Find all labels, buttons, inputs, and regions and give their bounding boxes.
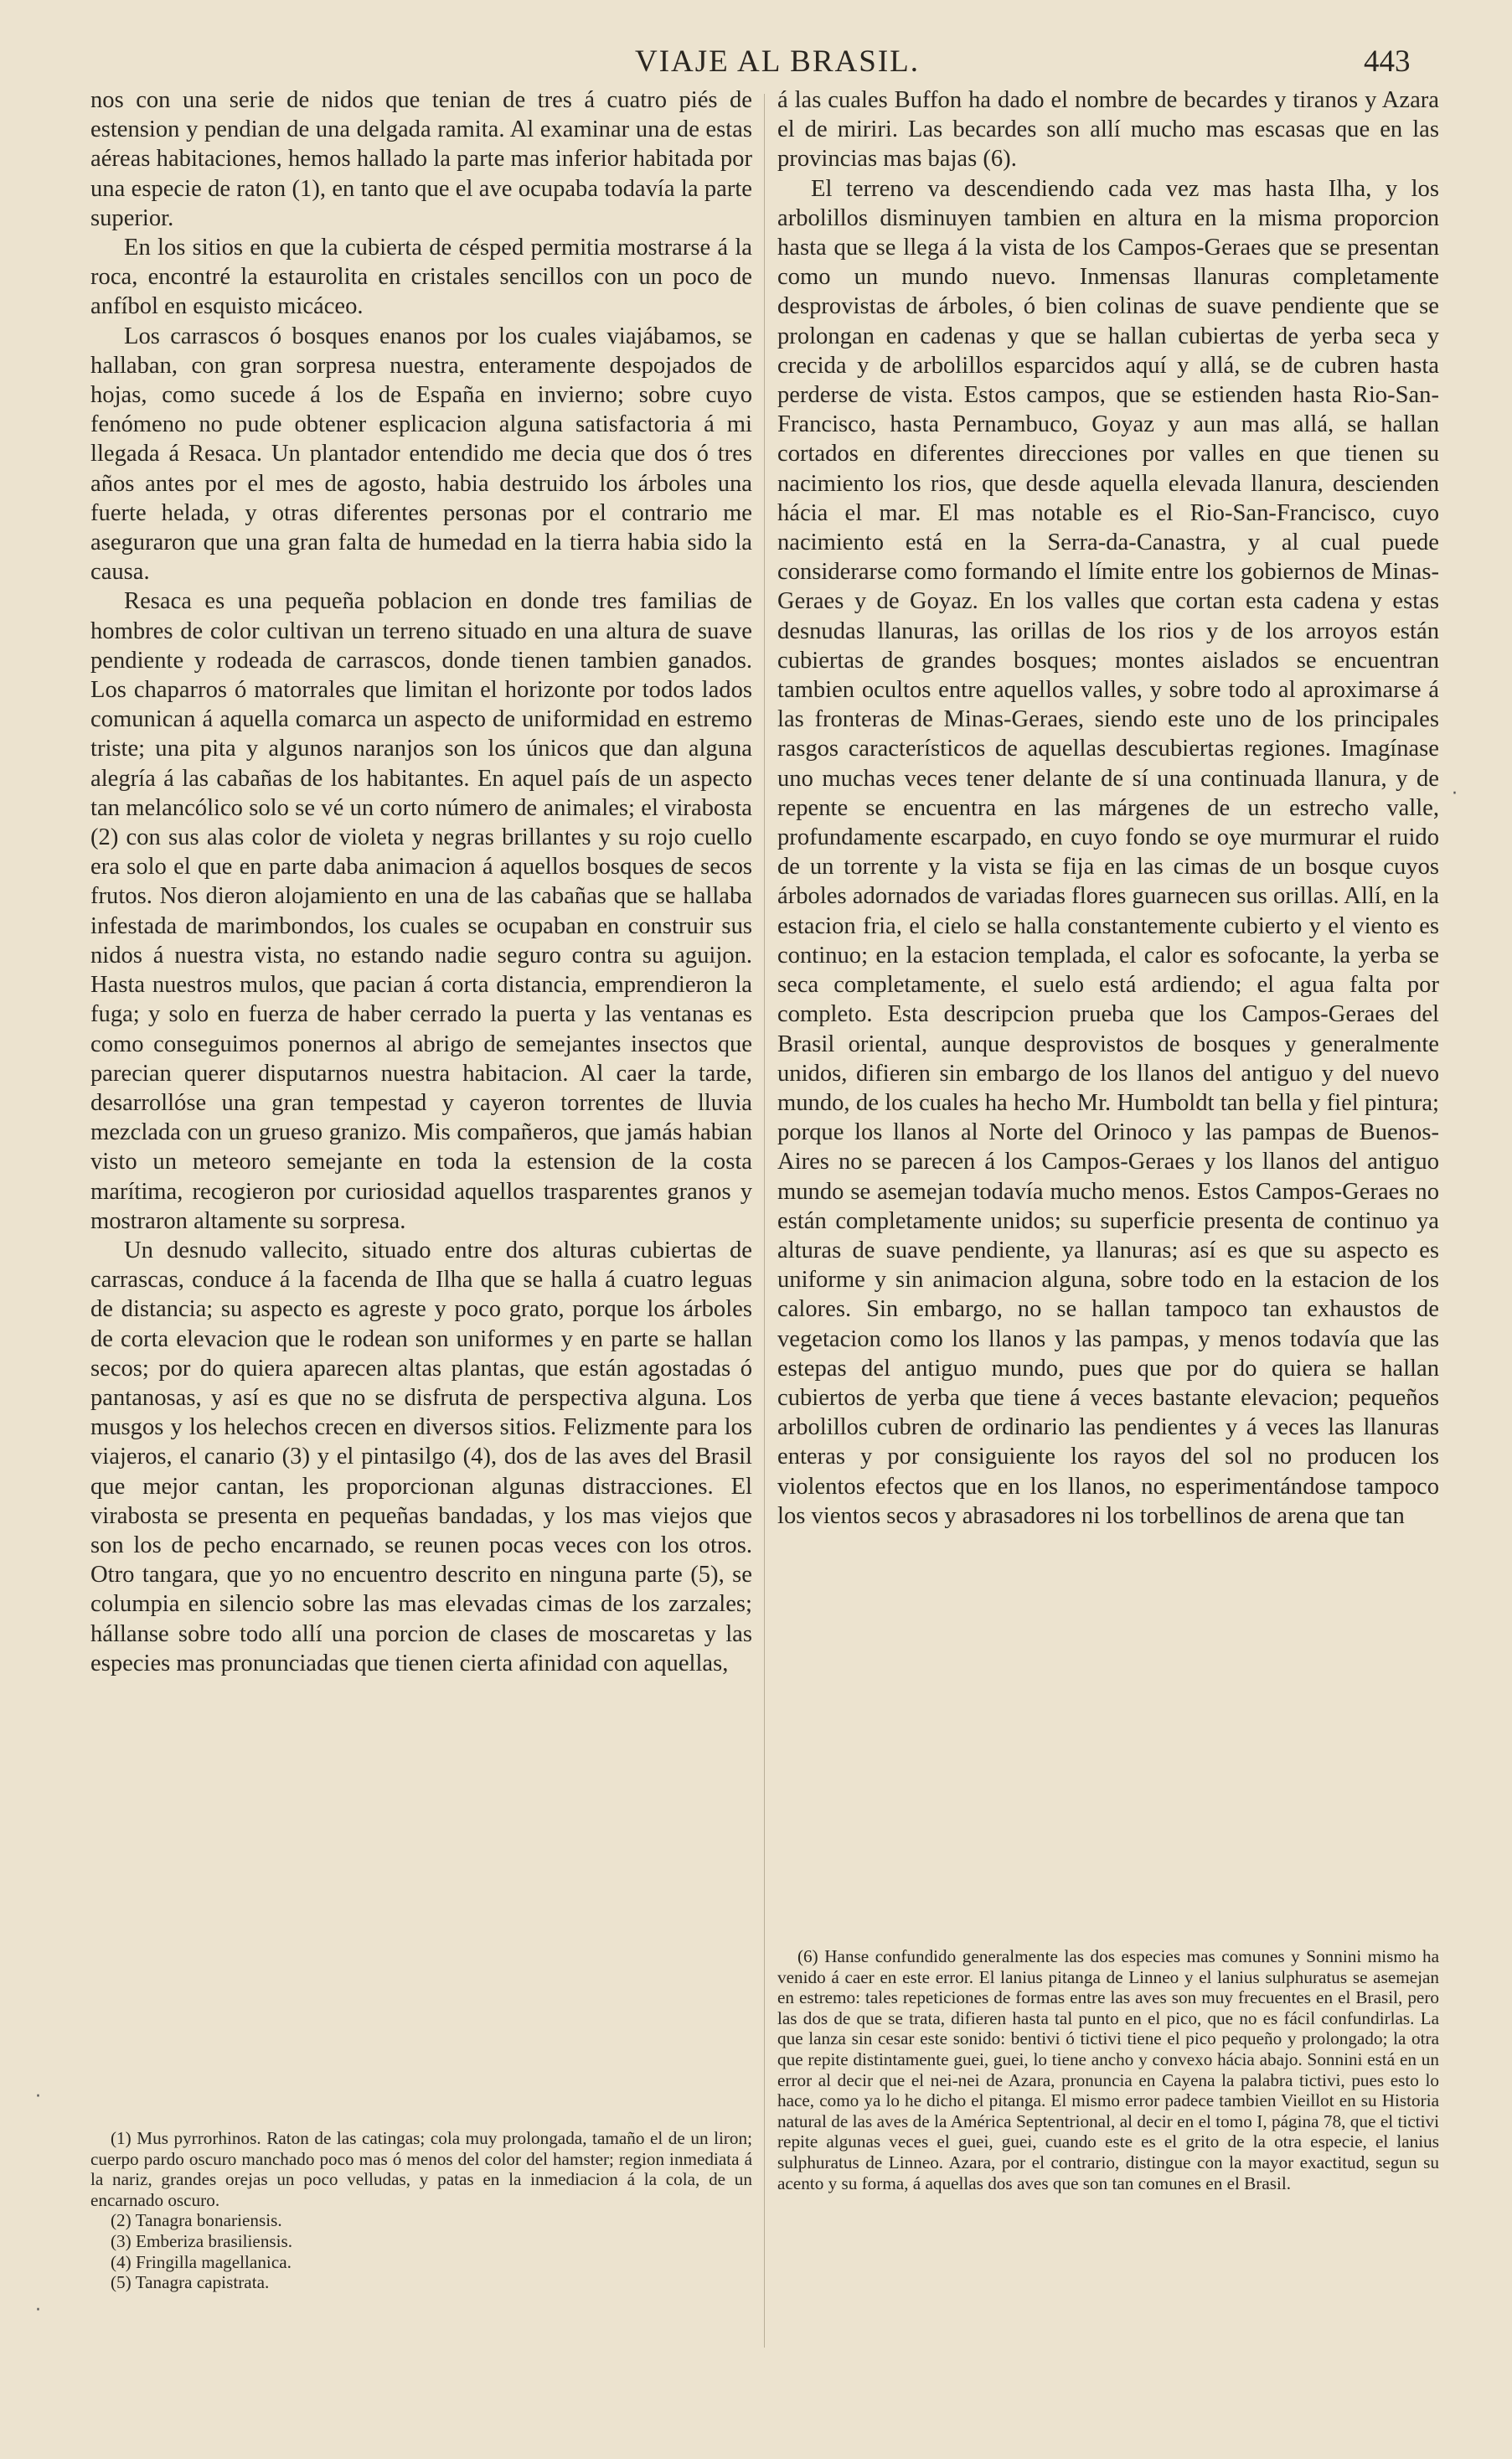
left-column — [90, 85, 752, 1678]
right-footnotes — [777, 1946, 1439, 2193]
margin-speck-icon: · — [35, 2300, 41, 2321]
footnote: (4) Fringilla magellanica. — [111, 2251, 292, 2272]
paragraph: Resaca es una pequeña poblacion en donde tres familias de hombres de color cultivan un terreno situado en una altura de suave pendiente y rodeada de carrascos, donde tienen tambien ganados. Los chaparros ó matorrales que limitan el horizonte por todos lados comunican á aquella comarca un aspecto de uniformidad en estremo triste; una pita y algunos naranjos son los únicos que dan alguna alegría á las cabañas de los habitantes. En aquel país de un aspecto tan melancólico solo se vé un corto número de animales; el virabosta (2) con sus alas color de violeta y negras brillantes y su rojo cuello era solo el que en parte daba animacion á aquellos bosques de secos frutos. Nos dieron alojamiento en una de las cabañas que se hallaba infestada de marimbondos, los cuales se ocupaban en construir sus nidos á nuestra vista, no estando nadie seguro contra su aguijon. Hasta nuestros mulos, que pacian á corta distancia, emprendieron la fuga; y solo en fuerza de haber cerrado la puerta y las ventanas es como conseguimos ponernos al abrigo de semejantes insectos que parecian querer disputarnos nuestra habitacion. Al caer la tarde, desarrollóse una gran tempestad y cayeron torrentes de lluvia mezclada con un grueso granizo. Mis compañeros, que jamás habian visto un meteoro semejante en toda la estension de la costa marítima, recogieron por curiosidad aquellos trasparentes granos y mostraron altamente su sorpresa. — [90, 588, 752, 1234]
footnote: (1) Mus pyrrorhinos. Raton de las catingas; cola muy prolongada, tamaño el de un liron; cuerpo pardo oscuro manchado poco mas ó menos del color del hamster; region inmediata á la nariz, grandes orejas un poco velludas, y patas en la inmediacion á la cola, de un encarnado oscuro. — [90, 2128, 752, 2210]
paragraph: En los sitios en que la cubierta de césped permitia mostrarse á la roca, encontré la estaurolita en cristales sencillos con un poco de anfíbol en esquisto micáceo. — [90, 235, 752, 320]
margin-speck-icon: · — [1452, 783, 1458, 804]
footnote: (5) Tanagra capistrata. — [111, 2272, 270, 2293]
margin-speck-icon: · — [35, 2086, 41, 2107]
paragraph: Un desnudo vallecito, situado entre dos alturas cubiertas de carrascas, conduce á la facenda de Ilha que se halla á cuatro leguas de distancia; su aspecto es agreste y poco grato, porque los árboles de corta elevacion que le rodean son uniformes y en parte se hallan secos; por do quiera aparecen altas plantas, que están agostadas ó pantanosas, y así es que no se disfruta de perspectiva alguna. Los musgos y los helechos crecen en diversos sitios. Felizmente para los viajeros, el canario (3) y el pintasilgo (4), dos de las aves del Brasil que mejor cantan, les proporcionan algunas distracciones. El virabosta se presenta en pequeñas bandadas, y los mas viejos que son los de pecho encarnado, se reunen pocas veces con los otros. Otro tangara, que yo no encuentro descrito en ninguna parte (5), se columpia en silencio sobre las mas elevadas cimas de los zarzales; hállanse sobre todo allí una porcion de clases de moscaretas y las especies mas pronunciadas que tienen cierta afinidad con aquellas, — [90, 1237, 752, 1676]
page-number: 443 — [1364, 44, 1411, 79]
paragraph: El terreno va descendiendo cada vez mas hasta Ilha, y los arbolillos disminuyen tambien en altura en la misma proporcion hasta que se llega á la vista de los Campos-Geraes que se presentan como un mundo nuevo. Inmensas llanuras completamente desprovistas de árboles, ó bien colinas de suave pendiente que se prolongan en cadenas y que se hallan cubiertas de yerba seca y crecida y de arbolillos esparcidos aquí y allá, se de cubren hasta perderse de vista. Estos campos, que se estienden hasta Rio-San-Francisco, hasta Pernambuco, Goyaz y aun mas allá, se hallan cortados en diferentes direcciones por valles en que tienen su nacimiento los rios, que desde aquella elevada llanura, descienden hácia el mar. El mas notable es el Rio-San-Francisco, cuyo nacimiento está en la Serra-da-Canastra, y al cual puede considerarse como formando el límite entre los gobiernos de Minas-Geraes y de Goyaz. En los valles que cortan esta cadena y estas desnudas llanuras, las orillas de los rios y de los arroyos están cubiertas de grandes bosques; montes aislados se encuentran tambien ocultos entre aquellos valles, y sobre todo al aproximarse á las fronteras de Minas-Geraes, siendo este uno de los principales rasgos característicos de aquellas descubiertas regiones. Imagínase uno muchas veces tener delante de sí una continuada llanura, y de repente se encuentra en las márgenes de un estrecho valle, profundamente escarpado, en cuyo fondo se oye murmurar el ruido de un torrente y la vista se fija en las cimas de un bosque cuyos árboles adornados de variadas flores guarnecen sus orillas. Allí, en la estacion fria, el cielo se halla constantemente cubierto y el viento es continuo; en la estacion templada, el calor es sofocante, la yerba se seca completamente, el suelo está ardiendo; el agua falta por completo. Esta descripcion prueba que los Campos-Geraes del Brasil oriental, aunque desprovistos de bosques y generalmente unidos, difieren sin embargo de los llanos del antiguo y del nuevo mundo, de los cuales ha hecho Mr. Humboldt tan bella y fiel pintura; porque los llanos al Norte del Orinoco y las pampas de Buenos-Aires no se parecen á los Campos-Geraes y los llanos del antiguo mundo se asemejan todavía mucho menos. Estos Campos-Geraes no están completamente unidos; su superficie presenta de continuo ya alturas de suave pendiente, ya llanuras; así es que su aspecto es uniforme y sin animacion alguna, sobre todo en la estacion de los calores. Sin embargo, no se hallan tampoco tan exhaustos de vegetacion como los llanos y las pampas, y menos todavía que las estepas del antiguo mundo, pues que por do quiera se hallan cubiertos de yerba que tiene á veces bastante elevacion; pequeños arbolillos cubren de ordinario las pendientes y á veces las llanuras enteras y por consiguiente los rayos del sol no producen los violentos efectos que en los llanos, no esperimentándose tampoco los vientos secos y abrasadores ni los torbellinos de arena que tan — [777, 175, 1439, 1529]
paragraph: á las cuales Buffon ha dado el nombre de becardes y tiranos y Azara el de miriri. Las becardes son allí mucho mas escasas que en las provincias mas bajas (6). — [777, 87, 1439, 173]
column-divider — [764, 94, 765, 2348]
footnote: (2) Tanagra bonariensis. — [111, 2210, 282, 2231]
footnote: (3) Emberiza brasiliensis. — [111, 2230, 293, 2251]
running-head: VIAJE AL BRASIL. — [635, 44, 920, 79]
paragraph: nos con una serie de nidos que tenian de tres á cuatro piés de estension y pendian de una delgada ramita. Al examinar una de estas aéreas habitaciones, hemos hallado la parte mas inferior habitada por una especie de raton (1), en tanto que el ave ocupaba todavía la parte superior. — [90, 87, 752, 231]
paragraph: Los carrascos ó bosques enanos por los cuales viajábamos, se hallaban, con gran sorpresa nuestra, enteramente despojados de hojas, como sucede á los de España en invierno; sobre cuyo fenómeno no pude obtener esplicacion alguna satisfactoria á mi llegada á Resaca. Un plantador entendido me decia que dos ó tres años antes por el mes de agosto, habia destruido los árboles una fuerte helada, y otras diferentes personas por el contrario me aseguraron que una gran falta de humedad en la tierra habia sido la causa. — [90, 323, 752, 586]
footnote: (6) Hanse confundido generalmente las dos especies mas comunes y Sonnini mismo ha venido á caer en este error. El lanius pitanga de Linneo y el lanius sulphuratus se asemejan en estremo: tales repeticiones de formas entre las aves son muy frecuentes en el Brasil, pero las dos de que se trata, difieren hasta tal punto en el pico, que no es fácil confundirlas. La que lanza sin cesar este sonido: bentivi ó tictivi tiene el pico pequeño y prolongado; la otra que repite distintamente guei, guei, lo tiene ancho y convexo hácia abajo. Sonnini está en un error al decir que el nei-nei de Azara, pronuncia en Cayena la palabra tictivi, pues esto lo hace, como ya lo he dicho el pitanga. El mismo error padece tambien Vieillot en su Historia natural de las aves de la América Septentrional, al decir en el tomo I, página 78, que el tictivi repite algunas veces el guei, guei, cuando este es el grito de la otra especie, el lanius sulphuratus de Linneo. Azara, por el contrario, distingue con la mayor exactitud, segun su acento y su forma, á aquellas dos aves que son tan comunes en el Brasil. — [777, 1946, 1439, 2193]
right-column — [777, 85, 1439, 1531]
left-footnotes — [90, 2128, 752, 2293]
page-header — [0, 44, 1512, 82]
